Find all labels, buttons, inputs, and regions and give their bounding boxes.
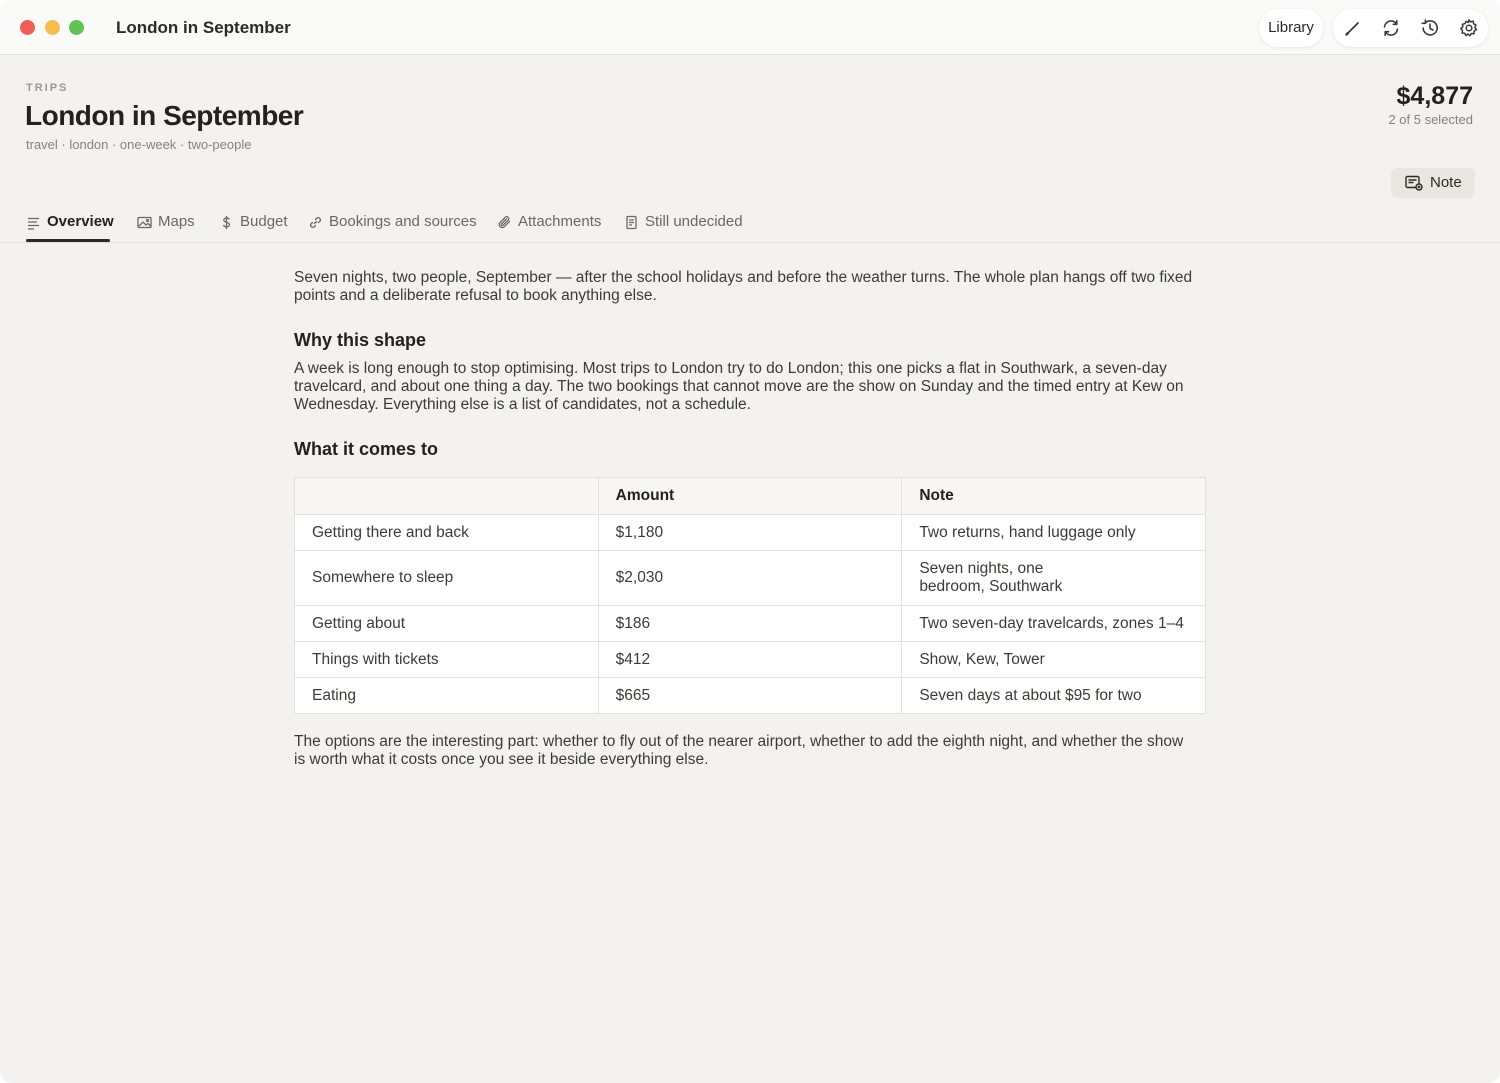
outro-paragraph: The options are the interesting part: whether to fly out of the nearer airport, whether to add the eighth night, and whether the show is worth what it costs once you see it beside everything else. — [294, 733, 1184, 768]
table-cell-item: Eating — [295, 678, 599, 714]
tab-label: Overview — [47, 213, 114, 230]
note-button[interactable] — [1391, 168, 1475, 198]
table-header-row — [295, 478, 1206, 515]
sync-icon[interactable] — [1381, 18, 1401, 38]
minimize-window-button[interactable] — [45, 20, 60, 35]
tab-bookings[interactable] — [308, 213, 477, 243]
tab-attachments[interactable] — [497, 213, 601, 243]
page-title: London in September — [25, 100, 304, 131]
intro-paragraph: Seven nights, two people, September — after the school holidays and before the weather turns. The whole plan hangs off two fixed points and a deliberate refusal to book anything else. — [294, 269, 1193, 304]
tab-budget[interactable] — [219, 213, 288, 243]
table-cell-note: Two seven-day travelcards, zones 1–4 — [902, 606, 1206, 642]
table-row — [295, 678, 1206, 714]
table-cell-amount: $412 — [598, 642, 902, 678]
table-row — [295, 642, 1206, 678]
tag-list: travel · london · one-week · two-people — [26, 137, 252, 152]
table-cell-amount: $186 — [598, 606, 902, 642]
active-tab-indicator — [26, 239, 110, 242]
table-cell-note: Two returns, hand luggage only — [902, 515, 1206, 551]
dollar-icon — [219, 215, 234, 230]
image-icon — [137, 215, 152, 230]
tab-bar — [0, 200, 1500, 243]
table-row — [295, 606, 1206, 642]
title-bar — [0, 0, 1500, 55]
section-heading: What it comes to — [294, 439, 439, 459]
tab-label: Attachments — [518, 213, 602, 230]
table-cell-note: Seven days at about $95 for two — [902, 678, 1206, 714]
close-window-button[interactable] — [20, 20, 35, 35]
history-icon[interactable] — [1420, 18, 1440, 38]
list-icon — [26, 215, 41, 230]
settings-icon[interactable] — [1459, 18, 1479, 38]
table-cell-item: Getting about — [295, 606, 599, 642]
link-icon — [308, 215, 323, 230]
table-cell-amount: $665 — [598, 678, 902, 714]
note-icon — [1405, 175, 1423, 191]
table-cell-note: Seven nights, one bedroom, Southwark — [902, 551, 1206, 606]
table-cell-item: Things with tickets — [295, 642, 599, 678]
tab-maps[interactable] — [137, 213, 195, 243]
library-button[interactable]: Library — [1259, 9, 1323, 47]
pencil-icon[interactable] — [1343, 18, 1363, 38]
tab-still-undecided[interactable] — [624, 213, 743, 243]
table-cell-amount: $1,180 — [598, 515, 902, 551]
table-header-cell: Amount — [598, 478, 902, 515]
table-cell-item: Somewhere to sleep — [295, 551, 599, 606]
table-cell-amount: $2,030 — [598, 551, 902, 606]
table-cell-note: Show, Kew, Tower — [902, 642, 1206, 678]
document-icon — [624, 215, 639, 230]
tab-label: Still undecided — [645, 213, 743, 230]
table-header-cell: Note — [902, 478, 1206, 515]
shape-paragraph: A week is long enough to stop optimising. Most trips to London try to do London; this one picks a flat in Southwark, a seven-day travelcard, and about one thing a day. The two bookings that cannot move are the show on Sunday and the timed entry at Kew on Wednesday. Everything else is a list of candidates, not a schedule. — [294, 360, 1184, 413]
table-row — [295, 551, 1206, 606]
selection-count: 2 of 5 selected — [1388, 112, 1473, 127]
table-cell-item: Getting there and back — [295, 515, 599, 551]
zoom-window-button[interactable] — [69, 20, 84, 35]
budget-table — [294, 477, 1206, 714]
total-amount: $4,877 — [1396, 82, 1473, 110]
table-header-cell — [295, 478, 599, 515]
tab-label: Bookings and sources — [329, 213, 477, 230]
section-heading: Why this shape — [294, 330, 427, 350]
section-eyebrow: TRIPS — [26, 82, 69, 94]
note-button-label: Note — [1430, 174, 1462, 191]
tab-label: Maps — [158, 213, 195, 230]
tab-label: Budget — [240, 213, 288, 230]
paperclip-icon — [497, 215, 512, 230]
window-title: London in September — [116, 18, 291, 37]
table-row — [295, 515, 1206, 551]
toolbar-actions — [1333, 9, 1488, 47]
